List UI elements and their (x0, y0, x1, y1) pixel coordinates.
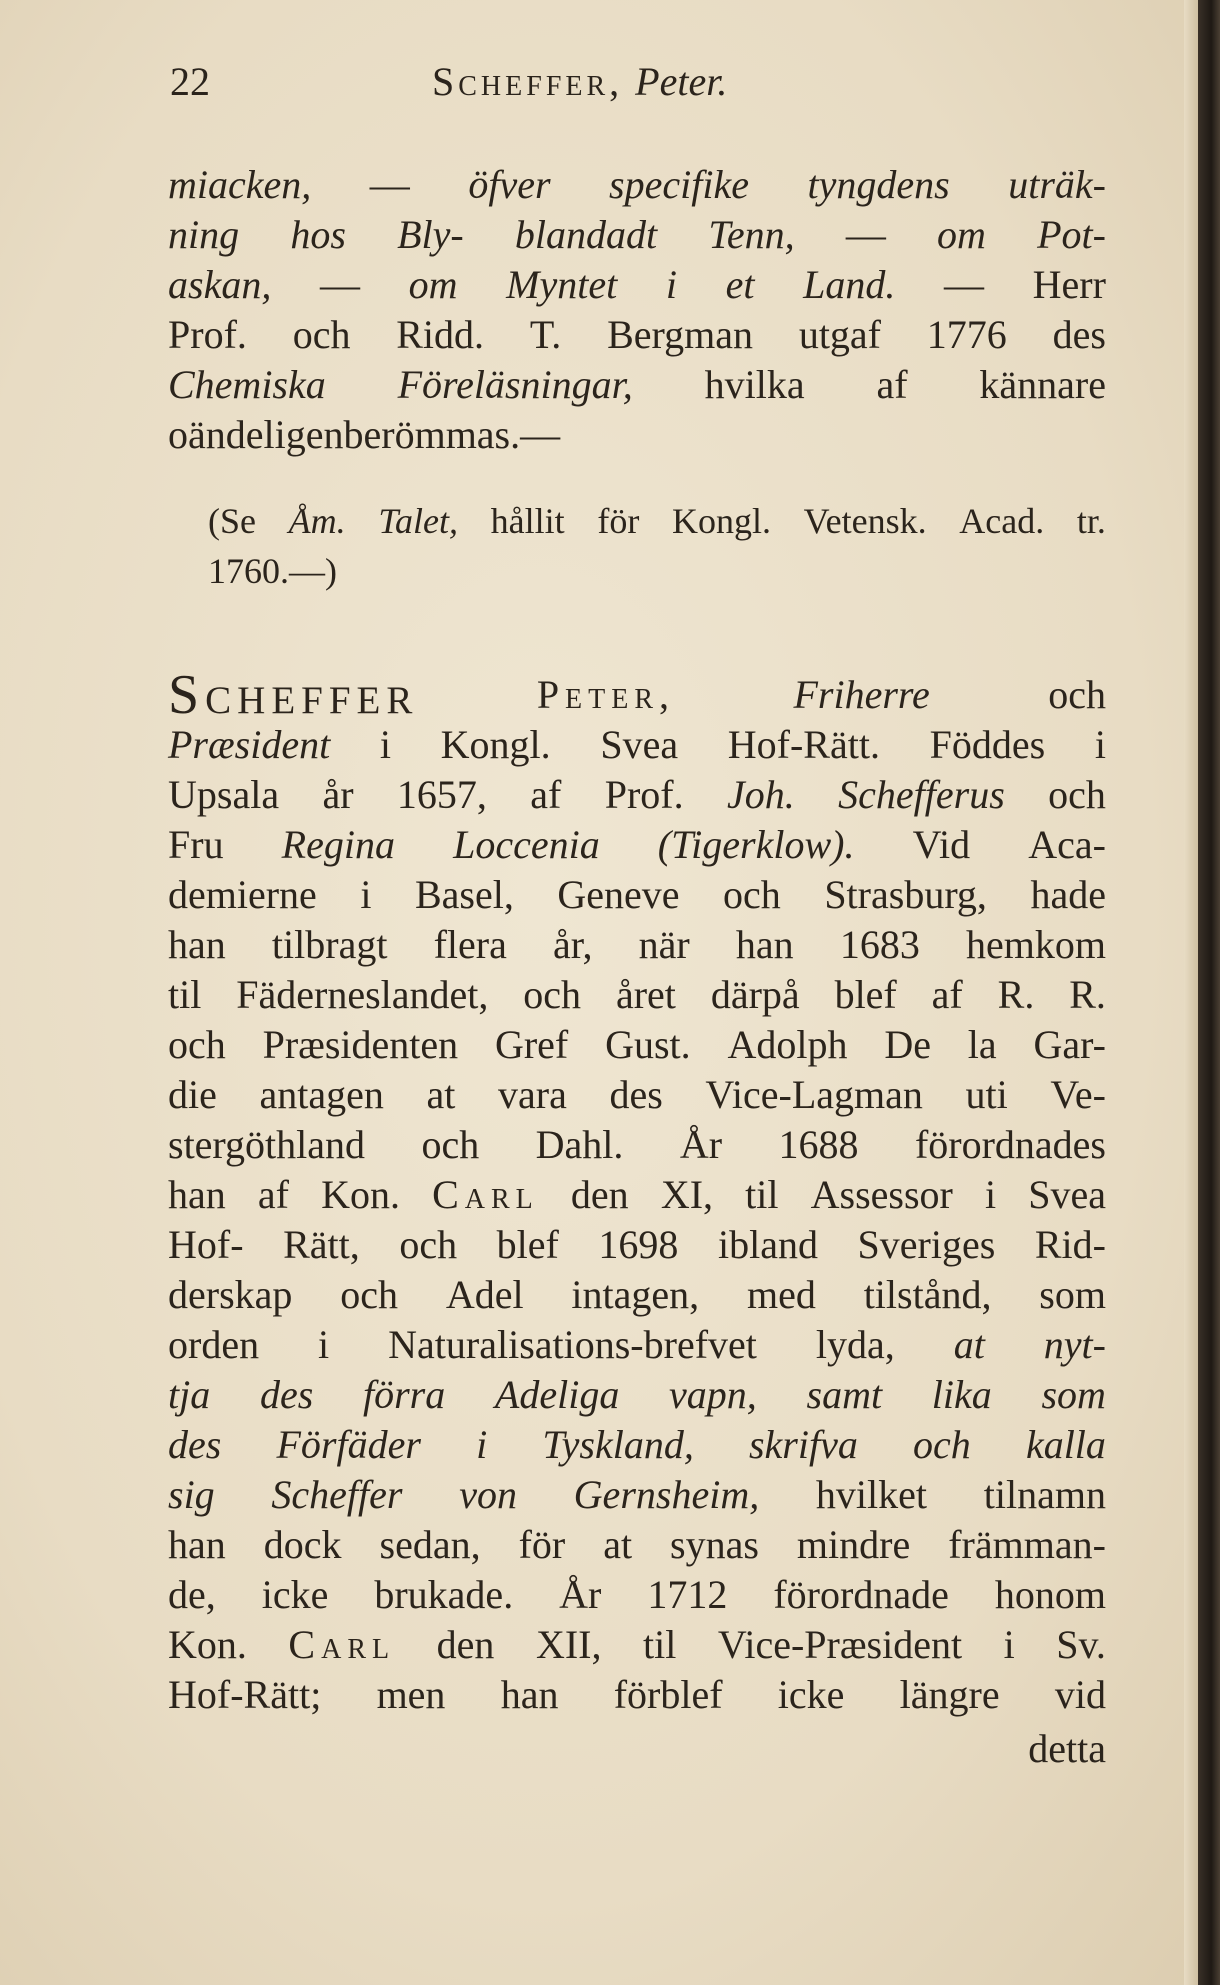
word: til (745, 1172, 779, 1217)
word: Föddes (929, 722, 1046, 767)
word: intagen, (571, 1272, 700, 1317)
text-line (168, 210, 1106, 260)
word: uträk- (1008, 162, 1106, 207)
text-line (168, 260, 1106, 310)
word: af (530, 772, 562, 817)
word: Carl (432, 1172, 539, 1217)
text-line (168, 410, 1106, 460)
word: demierne (168, 872, 317, 917)
entry-scheffer-peter (168, 664, 1106, 1720)
word: Pot- (1037, 212, 1106, 257)
word: i (1003, 1622, 1015, 1667)
word: Acad. (959, 501, 1045, 541)
word: blandadt (514, 212, 658, 257)
word: Assessor (810, 1172, 953, 1217)
paragraph-continued (168, 160, 1106, 460)
text-line (168, 664, 1106, 726)
word: med (746, 1272, 816, 1317)
word: som (1041, 1372, 1106, 1417)
word: lyda, (815, 1322, 895, 1367)
word: skrifva (748, 1422, 858, 1467)
word: Scheffer (168, 664, 419, 726)
word: tyngdens (807, 162, 950, 207)
word: och (292, 312, 351, 357)
text-line (168, 770, 1106, 820)
text-line (168, 820, 1106, 870)
word: Dahl. (535, 1122, 624, 1167)
text-line (168, 1420, 1106, 1470)
word: Adel (445, 1272, 524, 1317)
word: Friherre (793, 672, 930, 717)
word: derskap (168, 1272, 293, 1317)
word: (Se (208, 501, 256, 541)
word: år, (553, 922, 593, 967)
text-line (168, 1220, 1106, 1270)
word: ning (168, 212, 240, 257)
word: och (168, 1022, 226, 1067)
word: Bergman (607, 312, 754, 357)
word: Præsidenten (262, 1022, 459, 1067)
word: Vice-Præsident (717, 1622, 963, 1667)
page-number: 22 (170, 59, 210, 104)
page-edge (1184, 0, 1198, 1985)
word: och (399, 1222, 458, 1267)
word: och (340, 1272, 398, 1317)
word: 1712 (647, 1572, 728, 1617)
text-line (168, 1120, 1106, 1170)
word: ibland (717, 1222, 818, 1267)
catchword: detta (1028, 1726, 1106, 1771)
word: Carl (288, 1622, 396, 1667)
word: XI, (660, 1172, 714, 1217)
word: han (168, 1172, 226, 1217)
word: hvilka (704, 362, 805, 407)
word: Förfäder (276, 1422, 421, 1467)
word: des (168, 1422, 222, 1467)
word: Upsala (168, 772, 280, 817)
word: at (426, 1072, 456, 1117)
word: och (1048, 772, 1106, 817)
word: Adeliga (494, 1372, 620, 1417)
word: och (913, 1422, 971, 1467)
word: berömmas. (343, 412, 521, 457)
word: Basel, (414, 872, 514, 917)
word: flera (433, 922, 507, 967)
word: Kongl. (440, 722, 551, 767)
word: han (500, 1672, 559, 1717)
text-line (168, 1320, 1106, 1370)
word: Tyskland, (542, 1422, 694, 1467)
word: hvilket (815, 1472, 928, 1517)
word: T. (529, 312, 562, 357)
text-line (168, 1070, 1106, 1120)
word: han (168, 922, 226, 967)
word: nyt- (1043, 1322, 1106, 1367)
word: Myntet (506, 262, 618, 307)
text-line (168, 310, 1106, 360)
word: vid (1054, 1672, 1106, 1717)
word: R. (997, 972, 1035, 1017)
word: år (322, 772, 354, 817)
text-line (168, 970, 1106, 1020)
word: von (459, 1472, 517, 1517)
word: kännare (979, 362, 1106, 407)
word: Kongl. (671, 501, 771, 541)
text-line (168, 546, 1106, 596)
word: Land. (803, 262, 896, 307)
word: Schefferus (838, 772, 1005, 817)
word: År (559, 1572, 602, 1617)
word: främman- (948, 1522, 1106, 1567)
word: Loccenia (453, 822, 600, 867)
word: när (638, 922, 690, 967)
word: sedan, (379, 1522, 481, 1567)
word: Sv. (1056, 1622, 1106, 1667)
word: Adolph (727, 1022, 848, 1067)
word: förordnade (773, 1572, 949, 1617)
word: Rid- (1034, 1222, 1106, 1267)
word: des (259, 1372, 314, 1417)
word: de, (168, 1572, 216, 1617)
word: at (603, 1522, 633, 1567)
word: och (421, 1122, 480, 1167)
word: 1688 (778, 1122, 859, 1167)
word: om (408, 262, 458, 307)
word: — (845, 212, 886, 257)
running-head-name: Scheffer, (432, 59, 624, 104)
word: Kon. (321, 1172, 400, 1217)
word: Hof- (168, 1222, 244, 1267)
word: — (319, 262, 360, 307)
word: R. (1069, 972, 1106, 1017)
word: 1657, (396, 772, 487, 817)
word: i (318, 1322, 330, 1367)
word: af (876, 362, 908, 407)
word: la (967, 1022, 997, 1067)
word: brukade. (374, 1572, 514, 1617)
word: Prof. (604, 772, 684, 817)
word: Vetensk. (803, 501, 927, 541)
word: Talet, (378, 501, 459, 541)
word: och (523, 972, 582, 1017)
word: Gref (494, 1022, 569, 1067)
text-line (168, 1470, 1106, 1520)
word: i (360, 872, 372, 917)
word: öfver (468, 162, 551, 207)
word: Chemiska (168, 362, 326, 407)
word: Ve- (1050, 1072, 1106, 1117)
word: Joh. (727, 772, 795, 817)
word: Naturalisations-brefvet (388, 1322, 757, 1367)
word: i (476, 1422, 488, 1467)
word: Aca- (1028, 822, 1106, 867)
word: Gar- (1033, 1022, 1106, 1067)
word: des (609, 1072, 663, 1117)
text-line (168, 1620, 1106, 1670)
word: specifike (609, 162, 749, 207)
word: förblef (613, 1672, 723, 1717)
word: förra (362, 1372, 446, 1417)
text-line (168, 160, 1106, 210)
text-line (168, 720, 1106, 770)
word: samt (806, 1372, 883, 1417)
word: Strasburg, (824, 872, 987, 917)
word: —) (289, 551, 337, 591)
word: Fru (168, 822, 224, 867)
word: miacken, (168, 162, 312, 207)
word: honom (994, 1572, 1106, 1617)
word: hos (290, 212, 346, 257)
word: Gernsheim, (573, 1472, 760, 1517)
word: förordnades (914, 1122, 1106, 1167)
word: sig (168, 1472, 215, 1517)
word: i (984, 1172, 997, 1217)
word: Svea (1028, 1172, 1106, 1217)
word: Rätt, (283, 1222, 360, 1267)
text-line (168, 1370, 1106, 1420)
text-line (168, 496, 1106, 546)
word: 1683 (839, 922, 920, 967)
word: men (376, 1672, 446, 1717)
word: utgaf (798, 312, 881, 357)
word: Vid (912, 822, 971, 867)
word: Fäderneslandet, (236, 972, 489, 1017)
word: — (520, 412, 561, 457)
word: han (735, 922, 794, 967)
word: den (436, 1622, 495, 1667)
word: längre (899, 1672, 1000, 1717)
word: Herr (1032, 262, 1106, 307)
text-line (168, 1670, 1106, 1720)
word: synas (670, 1522, 759, 1567)
word: 1698 (598, 1222, 679, 1267)
text-line (168, 1570, 1106, 1620)
text-line (168, 360, 1106, 410)
word: oändeligen (168, 412, 344, 457)
word: hemkom (965, 922, 1106, 967)
word: han (168, 1522, 226, 1567)
word: Hof-Rätt; (168, 1672, 322, 1717)
word: därpå (710, 972, 800, 1017)
word: — (944, 262, 985, 307)
word: Scheffer (271, 1472, 403, 1517)
word: orden (168, 1322, 260, 1367)
citation-note (168, 496, 1106, 596)
word: af (931, 972, 963, 1017)
word: hade (1030, 872, 1106, 917)
word: Geneve (557, 872, 680, 917)
word: icke (261, 1572, 329, 1617)
word: i (665, 262, 677, 307)
word: Vice-Lagman (705, 1072, 923, 1117)
word: för (597, 501, 640, 541)
word: och (1048, 672, 1106, 717)
word: Bly- (397, 212, 464, 257)
running-head-given-name: Peter. (635, 59, 728, 104)
word: År (679, 1122, 723, 1167)
word: Prof. (168, 312, 247, 357)
text-line (168, 1520, 1106, 1570)
text-line (168, 1020, 1106, 1070)
word: om (937, 212, 986, 257)
word: Ridd. (396, 312, 485, 357)
word: XII, (535, 1622, 602, 1667)
word: tja (168, 1372, 211, 1417)
word: året (615, 972, 676, 1017)
word: den (570, 1172, 629, 1217)
word: blef (496, 1222, 559, 1267)
word: Föreläsningar, (397, 362, 633, 407)
running-head (432, 58, 727, 105)
word: til (643, 1622, 677, 1667)
book-binding (1198, 0, 1220, 1985)
word: i (1094, 722, 1106, 767)
word: stergöthland (168, 1122, 366, 1167)
word: uti (965, 1072, 1008, 1117)
word: — (369, 162, 410, 207)
word: Kon. (168, 1622, 247, 1667)
text-line (168, 870, 1106, 920)
word: tr. (1076, 501, 1106, 541)
word: vara (498, 1072, 567, 1117)
catchword-line (168, 1724, 1106, 1774)
word: kalla (1025, 1422, 1106, 1467)
word: Åm. (288, 501, 346, 541)
word: die (168, 1072, 217, 1117)
word: des (1052, 312, 1106, 357)
word: til (168, 972, 202, 1017)
word: De (884, 1022, 931, 1067)
word: Gust. (605, 1022, 691, 1067)
text-line (168, 920, 1106, 970)
word: hållit (490, 501, 565, 541)
word: som (1039, 1272, 1106, 1317)
word: tilstånd, (863, 1272, 992, 1317)
word: Svea (600, 722, 679, 767)
word: blef (834, 972, 897, 1017)
word: tilbragt (271, 922, 388, 967)
word: icke (777, 1672, 845, 1717)
word: Regina (281, 822, 395, 867)
word: Peter, (536, 672, 676, 717)
word: Præsident (168, 722, 331, 767)
word: dock (263, 1522, 342, 1567)
word: et (725, 262, 755, 307)
word: mindre (796, 1522, 911, 1567)
word: 1776 (926, 312, 1007, 357)
word: vapn, (669, 1372, 757, 1417)
text-line (168, 1170, 1106, 1220)
word: och (723, 872, 781, 917)
word: tilnamn (983, 1472, 1106, 1517)
word: (Tigerklow). (657, 822, 855, 867)
word: lika (931, 1372, 992, 1417)
word: Tenn, (708, 212, 795, 257)
word: 1760. (208, 551, 289, 591)
word: askan, (168, 262, 272, 307)
text-line (168, 1270, 1106, 1320)
word: Hof-Rätt. (727, 722, 880, 767)
word: för (518, 1522, 566, 1567)
word: at (953, 1322, 985, 1367)
word: i (379, 722, 392, 767)
page-header (170, 58, 1110, 118)
word: Sveriges (857, 1222, 996, 1267)
word: antagen (259, 1072, 384, 1117)
word: af (257, 1172, 289, 1217)
